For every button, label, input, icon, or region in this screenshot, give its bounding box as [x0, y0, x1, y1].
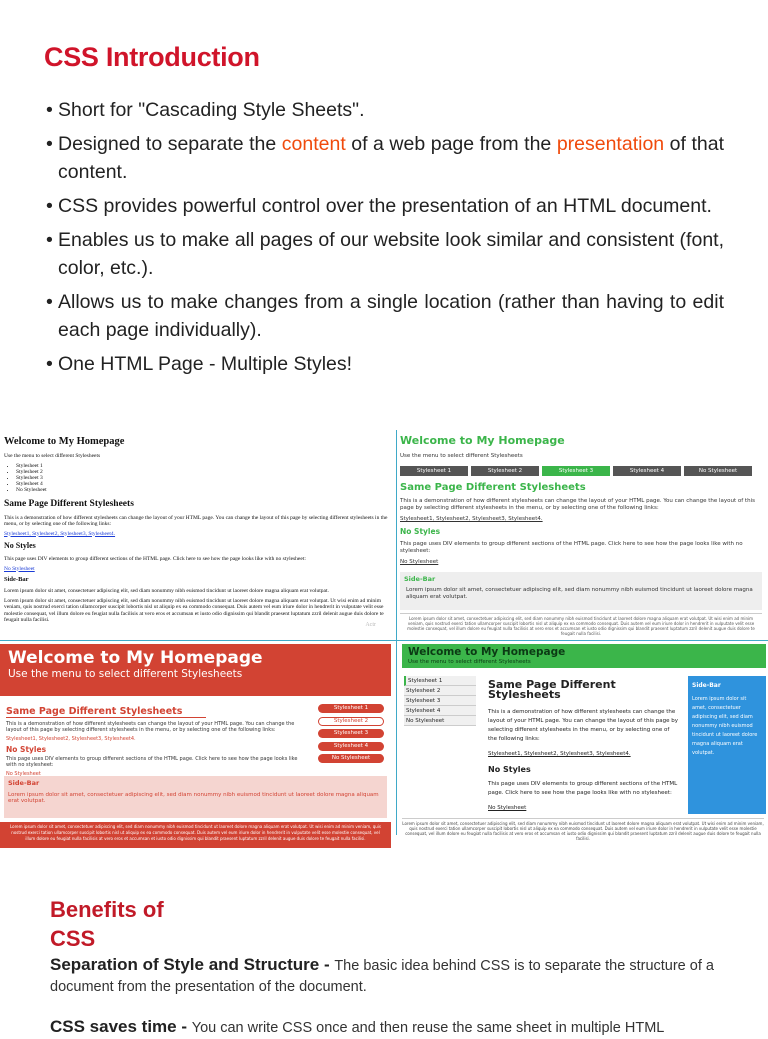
benefit-item: CSS saves time - You can write CSS once and then reuse the same sheet in multiple HTML — [50, 1017, 665, 1036]
pill-menu — [318, 704, 384, 767]
bullet-list — [46, 96, 724, 384]
footer: Lorem ipsum dolor sit amet, consectetuer adipiscing elit, sed diam nonummy nibh euismod tincidunt ut laoreet dolore magna aliquam erat volutpat. Ut wisi enim ad minim veniam, quis nostrud exerci tation ullamcorper suscipit lobortis nisl ut aliquip ex ea commodo consequat. Duis autem vel eum iriure dolor in hendrerit in vulputate velit esse molestie consequat, vel illum dolore eu feugiat nulla facilisis at vero eros et accumsan et iusto odio dignissim qui blandit praesent luptatum zzril delenit augue duis dolore te feugait nulla facilisi. — [402, 818, 764, 841]
bullet-item: • CSS provides powerful control over the presentation of an HTML document. — [46, 192, 724, 220]
highlight-presentation: presentation — [556, 133, 665, 155]
sidebar-box: Side-Bar Lorem ipsum dolor sit amet, consectetuer adipiscing elit, sed diam nonummy nibh euismod tincidunt ut laoreet dolore magna aliquam erat volutpat. — [400, 572, 762, 610]
header-banner: Welcome to My Homepage Use the menu to select different Stylesheets — [0, 644, 391, 696]
menu-item-active: Stylesheet 1 — [404, 676, 476, 686]
bullet-item: • Enables us to make all pages of our website look similar and consistent (font, color, etc.). — [46, 226, 724, 282]
benefit-label: CSS saves time - — [50, 1017, 192, 1036]
bullet-item: • Short for "Cascading Style Sheets". — [46, 96, 724, 124]
bullet-item: • One HTML Page - Multiple Styles! — [46, 350, 724, 378]
stylesheet-examples-collage — [0, 430, 768, 841]
menu-item: Stylesheet 3 — [318, 729, 384, 738]
benefit-item: Separation of Style and Structure - The basic idea behind CSS is to separate the structure of a document from the presentation of the document. — [50, 955, 714, 995]
collage-divider-horizontal — [0, 640, 768, 641]
menu-item: No Stylesheet — [318, 754, 384, 763]
example-stylesheet-green-gray: Welcome to My Homepage Use the menu to select different Stylesheets Stylesheet 1 Stylesheet 2 Stylesheet 3 Stylesheet 4 No Stylesheet Same Page Different Stylesheets This is a demonstration of how different stylesheets can change the layout of your HTML page. You can change the layout of this page by selecting different stylesheets in the menu, or by selecting one of the following links: Stylesheet1, Stylesheet2, Stylesheet3, Stylesheet4. No Styles This page uses DIV elements to group different sections of the HTML page. Click here to see how the page looks like with no stylesheet: No Stylesheet Side-Bar Lorem ipsum dolor sit amet, consectetuer adipiscing elit, sed diam nonummy nibh euismod tincidunt ut laoreet dolore magna aliquam erat volutpat. Lorem ipsum dolor sit amet, consectetuer adipiscing elit, sed diam nonummy nibh euismod tincidunt ut laoreet dolore magna aliquam erat volutpat. Ut wisi enim ad minim veniam, quis nostrud exerci tation ullamcorper suscipit lobortis nisl ut aliquip ex ea commodo consequat. Duis autem vel eum iriure dolor in hendrerit in vulputate velit esse molestie consequat, vel illum dolore eu feugiat nulla facilisis at vero eros et accumsan et iusto odio dignissim qui blandit praesent luptatum zzril delenit augue duis dolore te feugait nulla facilisi. — [398, 432, 766, 638]
menu-item: Stylesheet 4 — [404, 706, 476, 716]
menu-item: Stylesheet 4 — [613, 466, 681, 476]
menu-item: Stylesheet 1 — [400, 466, 468, 476]
footer: Lorem ipsum dolor sit amet, consectetuer adipiscing elit, sed diam nonummy nibh euismod tincidunt ut laoreet dolore magna aliquam erat volutpat. Ut wisi enim ad minim veniam, quis nostrud exerci tation ullamcorper suscipit lobortis nisl ut aliquip ex ea commodo consequat. Duis autem vel eum iriure dolor in hendrerit in vulputate velit esse molestie consequat, vel illum dolore eu feugiat nulla facilisis at vero eros et accumsan et iusto odio dignissim qui blandit praesent luptatum zzril delenit augue duis dolore te feugait nulla facilisi. — [0, 822, 391, 848]
menu-item: No Stylesheet — [404, 716, 476, 726]
benefits-title: Benefits of CSS — [50, 897, 164, 951]
menu-item-active: Stylesheet 2 — [318, 717, 384, 726]
menu-item-active: Stylesheet 3 — [542, 466, 610, 476]
example-stylesheet-red: Welcome to My Homepage Use the menu to select different Stylesheets Same Page Different Stylesheets This is a demonstration of how different stylesheets can change the layout of your HTML page. You can change the layout of this page by selecting different stylesheets in the menu, or by selecting one of the following links: Stylesheet1, Stylesheet2, Stylesheet3, Stylesheet4. No Styles This page uses DIV elements to group different sections of the HTML page. Click here to see how the page looks like with no stylesheet: No Stylesheet Stylesheet 1 Stylesheet 2 Stylesheet 3 Stylesheet 4 No Stylesheet Side-Bar Lorem ipsum dolor sit amet, consectetuer adipiscing elit, sed diam nonummy nibh euismod tincidunt ut laoreet dolore magna aliquam erat volutpat. Lorem ipsum dolor sit amet, consectetuer adipiscing elit, sed diam nonummy nibh euismod tincidunt ut laoreet dolore magna aliquam erat volutpat. Ut wisi enim ad minim veniam, quis nostrud exerci tation ullamcorper suscipit lobortis nisl ut aliquip ex ea commodo consequat. Duis autem vel eum iriure dolor in hendrerit in vulputate velit esse molestie consequat, vel illum dolore eu feugiat nulla facilisis at vero eros et accumsan et iusto odio dignissim qui blandit praesent luptatum zzril delenit augue duis dolore te feugait nulla facilisi. — [0, 644, 391, 811]
bullet-item: • Designed to separate the content of a web page from the presentation of that content. — [46, 130, 724, 186]
menu-list: • Stylesheet 1 • Stylesheet 2 • Stylesheet 3 • Stylesheet 4 • No Stylesheet — [16, 463, 390, 493]
menu-item: Stylesheet 1 — [318, 704, 384, 713]
menu-item: Stylesheet 4 — [318, 742, 384, 751]
example-stylesheet-green-blue: Welcome to My Homepage Use the menu to select different Stylesheets Stylesheet 1 Stylesheet 2 Stylesheet 3 Stylesheet 4 No Stylesheet Same Page Different Stylesheets This is a demonstration of how different stylesheets can change the layout of your HTML page. You can change the layout of this page by selecting different stylesheets in the menu, or by selecting one of the following links: Stylesheet1, Stylesheet2, Stylesheet3, Stylesheet4. No Styles This page uses DIV elements to group different sections of the HTML page. Click here to see how the page looks like with no stylesheet: No Stylesheet Side-Bar Lorem ipsum dolor sit amet, consectetuer adipiscing elit, sed diam nonummy nibh euismod tincidunt ut laoreet dolore magna aliquam erat volutpat. Lorem ipsum dolor sit amet, consectetuer adipiscing elit, sed diam nonummy nibh euismod tincidunt ut laoreet dolore magna aliquam erat volutpat. Ut wisi enim ad minim veniam, quis nostrud exerci tation ullamcorper suscipit lobortis nisl ut aliquip ex ea commodo consequat. Duis autem vel eum iriure dolor in hendrerit in vulputate velit esse molestie consequat, vel illum dolore eu feugiat nulla facilisis at vero eros et accumsan et iusto odio dignissim qui blandit praesent luptatum zzril delenit augue duis dolore te feugait nulla facilisi. — [402, 644, 766, 834]
example-no-style: Welcome to My Homepage Use the menu to select different Stylesheets • Stylesheet 1 • Stylesheet 2 • Stylesheet 3 • Stylesheet 4 • No Stylesheet Same Page Different Stylesheets This is a demonstration of how different stylesheets can change the layout of your HTML page. You can change the layout of this page by selecting different stylesheets in the menu, or by selecting one of the following links: Stylesheet1, Stylesheet2, Stylesheet3, Stylesheet4. No Styles This page uses DIV elements to group different sections of the HTML page. Click here to see how the page looks like with no stylesheet: No Stylesheet Side-Bar Lorem ipsum dolor sit amet, consectetuer adipiscing elit, sed diam nonummy nibh euismod tincidunt ut laoreet dolore magna aliquam erat volutpat. Lorem ipsum dolor sit amet, consectetuer adipiscing elit, sed diam nonummy nibh euismod tincidunt ut laoreet dolore magna aliquam erat volutpat. Ut wisi enim ad minim veniam, quis nostrud exerci tation ullamcorper suscipit lobortis nisl ut aliquip ex ea commodo consequat. Duis autem vel eum iriure dolor in hendrerit in vulputate velit esse molestie consequat, vel illum dolore eu feugiat nulla facilisis at vero eros et accumsan et iusto odio dignissim qui blandit praesent luptatum zzril delenit augue duis dolore te feugait nulla facilisi. Actr — [2, 432, 390, 632]
bullet-item: • Allows us to make changes from a single location (rather than having to edit each page individually). — [46, 288, 724, 344]
horizontal-menu — [400, 466, 766, 476]
footer: Lorem ipsum dolor sit amet, consectetuer adipiscing elit, sed diam nonummy nibh euismod tincidunt ut laoreet dolore magna aliquam erat volutpat. Ut wisi enim ad minim veniam, quis nostrud exerci tation ullamcorper suscipit lobortis nisl ut aliquip ex ea commodo consequat. Duis autem vel eum iriure dolor in hendrerit in vulputate velit esse molestie consequat, vel illum dolore eu feugiat nulla facilisis at vero eros et accumsan et iusto odio dignissim qui blandit praesent luptatum zzril delenit augue duis dolore te feugait nulla facilisi. — [400, 613, 762, 638]
page-title: CSS Introduction — [44, 42, 260, 72]
vertical-menu — [404, 676, 476, 726]
menu-item: Stylesheet 2 — [404, 686, 476, 696]
benefit-label: Separation of Style and Structure - — [50, 955, 335, 974]
collage-divider-vertical — [396, 430, 397, 835]
highlight-content: content — [281, 133, 346, 155]
sidebar-box: Side-Bar Lorem ipsum dolor sit amet, consectetuer adipiscing elit, sed diam nonummy nibh euismod tincidunt ut laoreet dolore magna aliquam erat volutpat. — [4, 776, 387, 818]
watermark: Actr — [365, 622, 376, 628]
sidebar-box: Side-Bar Lorem ipsum dolor sit amet, consectetuer adipiscing elit, sed diam nonummy nibh euismod tincidunt ut laoreet dolore magna aliquam erat volutpat. — [688, 676, 766, 814]
menu-item: Stylesheet 3 — [404, 696, 476, 706]
menu-item: Stylesheet 2 — [471, 466, 539, 476]
header-banner: Welcome to My Homepage Use the menu to select different Stylesheets — [402, 644, 766, 668]
menu-item: No Stylesheet — [684, 466, 752, 476]
